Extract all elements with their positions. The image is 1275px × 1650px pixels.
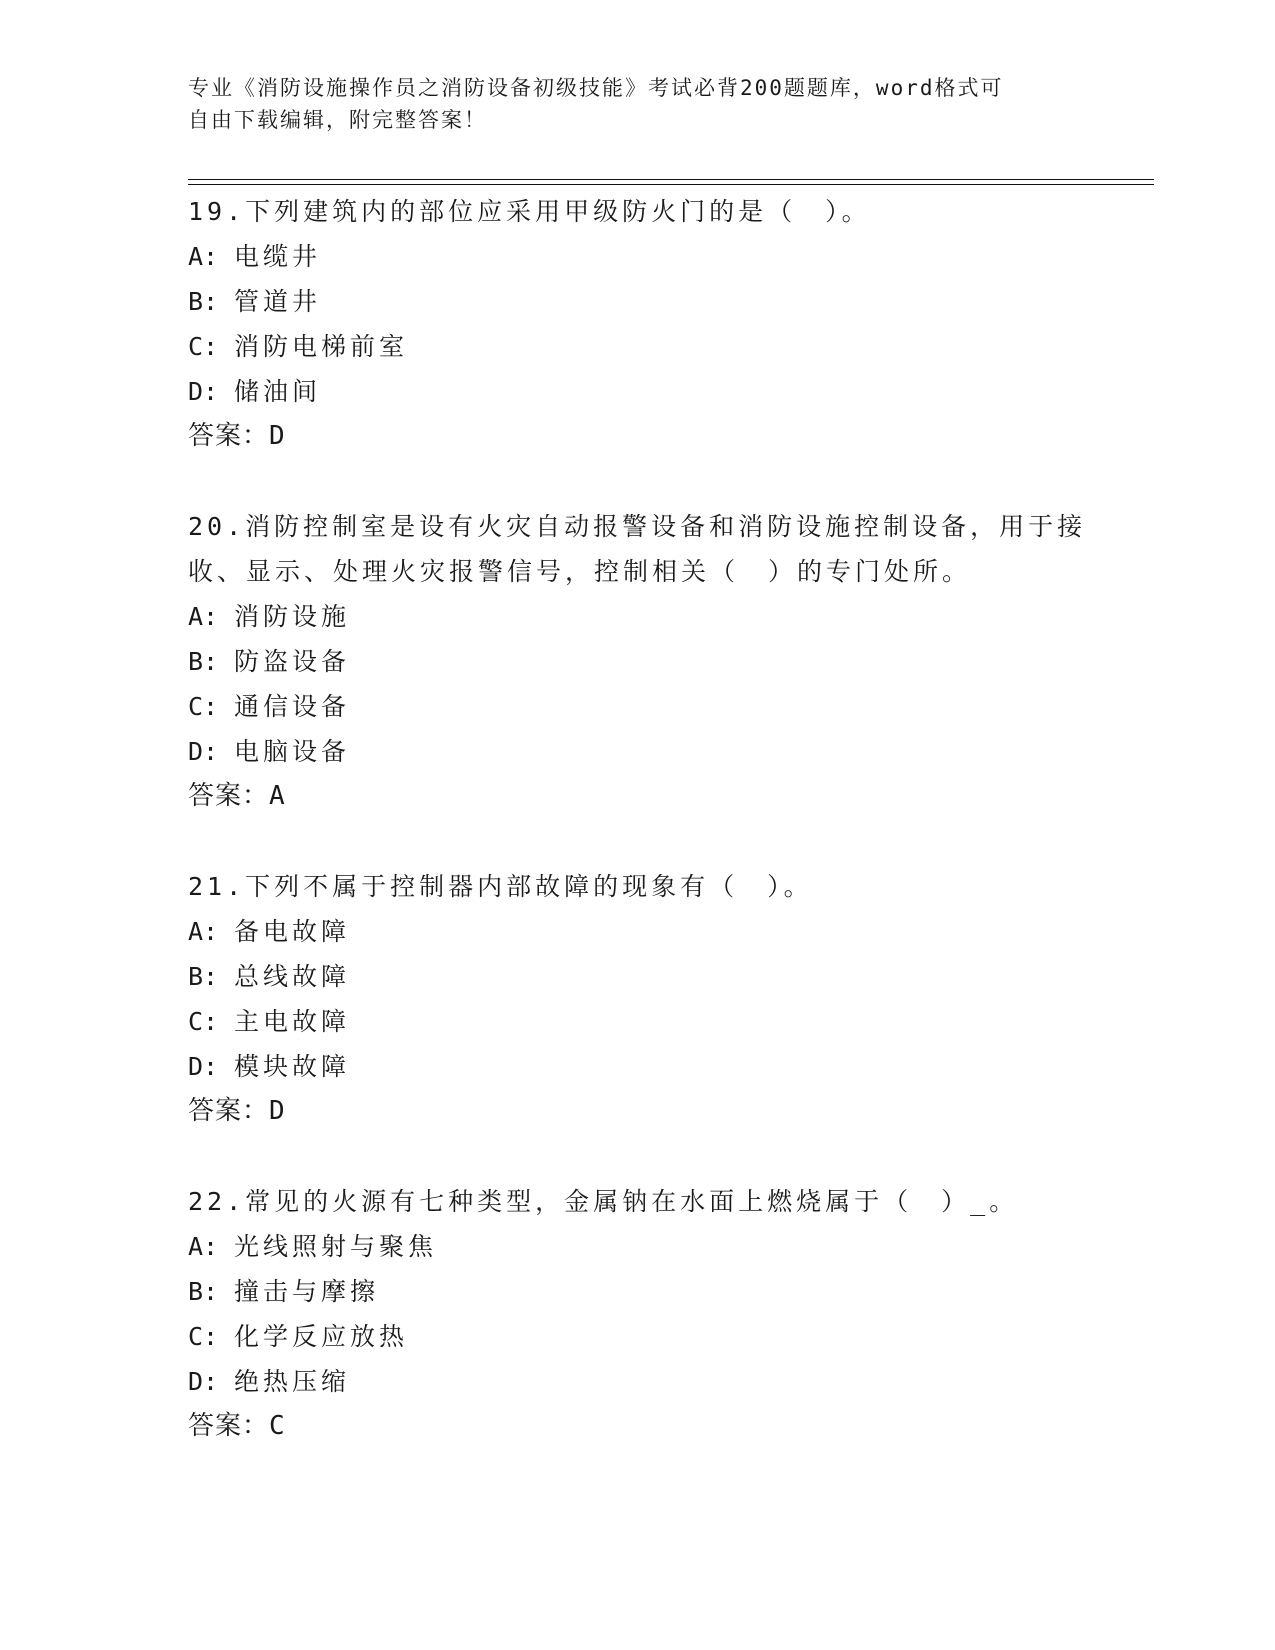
option-letter: C: xyxy=(188,1322,219,1351)
option-letter: A: xyxy=(188,1232,219,1261)
answer-line xyxy=(188,1089,1088,1134)
option-d xyxy=(188,1359,1088,1404)
option-letter: C: xyxy=(188,332,219,361)
answer-label: 答案： xyxy=(188,421,270,451)
question-20 xyxy=(188,504,1088,819)
question-stem: 21.下列不属于控制器内部故障的现象有（ ）。 xyxy=(188,872,813,901)
option-text: 电缆井 xyxy=(234,242,322,271)
option-letter: A: xyxy=(188,917,219,946)
answer-label: 答案： xyxy=(188,1096,270,1126)
option-b xyxy=(188,954,1088,999)
option-letter: D: xyxy=(188,1052,219,1081)
option-d xyxy=(188,369,1088,414)
option-letter: D: xyxy=(188,737,219,766)
option-text: 光线照射与聚焦 xyxy=(234,1232,438,1261)
option-text: 消防电梯前室 xyxy=(234,332,409,361)
option-text: 主电故障 xyxy=(234,1007,351,1036)
answer-label: 答案： xyxy=(188,1411,270,1441)
header-divider-bottom xyxy=(188,184,1154,185)
option-text: 绝热压缩 xyxy=(234,1367,351,1396)
option-text: 备电故障 xyxy=(234,917,351,946)
option-letter: A: xyxy=(188,602,219,631)
option-text: 管道井 xyxy=(234,287,322,316)
answer-value: D xyxy=(269,1096,286,1126)
question-stem: 19.下列建筑内的部位应采用甲级防火门的是（ ）。 xyxy=(188,197,871,226)
option-text: 储油间 xyxy=(234,377,322,406)
option-letter: B: xyxy=(188,962,219,991)
answer-line xyxy=(188,1404,1088,1449)
option-a xyxy=(188,234,1088,279)
option-a xyxy=(188,909,1088,954)
answer-value: A xyxy=(269,781,286,811)
option-b xyxy=(188,639,1088,684)
option-d xyxy=(188,729,1088,774)
question-19 xyxy=(188,189,1088,459)
option-text: 通信设备 xyxy=(234,692,351,721)
option-text: 模块故障 xyxy=(234,1052,351,1081)
option-c xyxy=(188,684,1088,729)
header-line-1: 专业《消防设施操作员之消防设备初级技能》考试必背200题题库，word格式可 xyxy=(188,76,1004,100)
option-letter: A: xyxy=(188,242,219,271)
option-letter: D: xyxy=(188,377,219,406)
answer-value: C xyxy=(269,1411,286,1441)
option-a xyxy=(188,594,1088,639)
option-c xyxy=(188,999,1088,1044)
question-22 xyxy=(188,1179,1088,1449)
question-stem: 20.消防控制室是设有火灾自动报警设备和消防设施控制设备，用于接收、显示、处理火灾报警信号，控制相关（ ）的专门处所。 xyxy=(188,512,1087,586)
option-text: 消防设施 xyxy=(234,602,351,631)
answer-label: 答案： xyxy=(188,781,270,811)
option-text: 化学反应放热 xyxy=(234,1322,409,1351)
header-divider-top xyxy=(188,179,1154,180)
option-text: 撞击与摩擦 xyxy=(234,1277,380,1306)
option-a xyxy=(188,1224,1088,1269)
question-stem: 22.常见的火源有七种类型，金属钠在水面上燃烧属于（ ）_。 xyxy=(188,1187,1019,1216)
option-c xyxy=(188,1314,1088,1359)
option-letter: C: xyxy=(188,692,219,721)
answer-line xyxy=(188,414,1088,459)
document-header xyxy=(188,72,1068,136)
option-letter: B: xyxy=(188,1277,219,1306)
option-text: 防盗设备 xyxy=(234,647,351,676)
question-21 xyxy=(188,864,1088,1134)
option-b xyxy=(188,1269,1088,1314)
header-line-2: 自由下载编辑，附完整答案！ xyxy=(188,108,487,132)
option-b xyxy=(188,279,1088,324)
option-letter: B: xyxy=(188,647,219,676)
option-letter: B: xyxy=(188,287,219,316)
option-d xyxy=(188,1044,1088,1089)
option-text: 电脑设备 xyxy=(234,737,351,766)
question-list xyxy=(188,189,1088,1494)
option-text: 总线故障 xyxy=(234,962,351,991)
answer-value: D xyxy=(269,421,286,451)
option-letter: D: xyxy=(188,1367,219,1396)
answer-line xyxy=(188,774,1088,819)
option-letter: C: xyxy=(188,1007,219,1036)
option-c xyxy=(188,324,1088,369)
